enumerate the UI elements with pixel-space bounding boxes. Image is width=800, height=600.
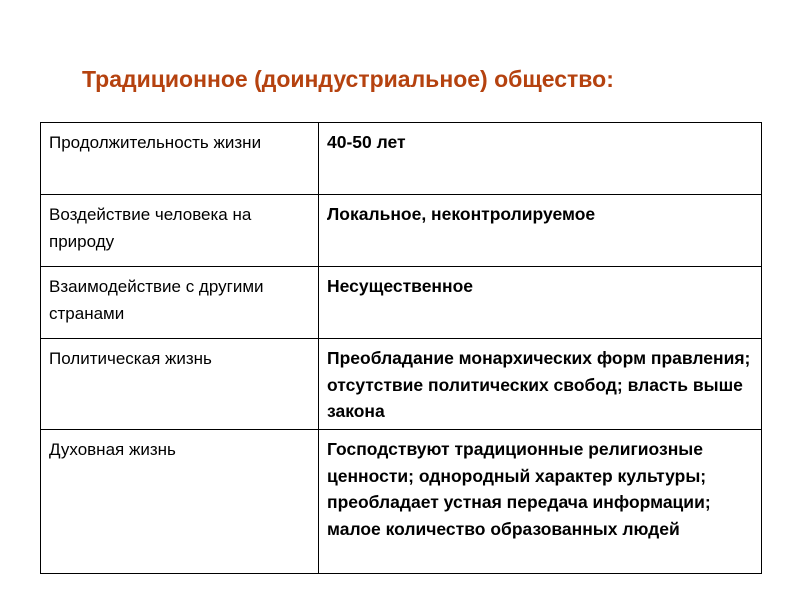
- row-label-life-expectancy: Продолжительность жизни: [41, 123, 319, 195]
- row-label-political-life: Политическая жизнь: [41, 339, 319, 430]
- row-value-life-expectancy: 40-50 лет: [319, 123, 762, 195]
- society-characteristics-table: [40, 122, 762, 574]
- row-value-political-life: Преобладание монархических форм правления; отсутствие политических свобод; власть выше закона: [319, 339, 762, 430]
- slide-title: Традиционное (доиндустриальное) общество:: [82, 66, 614, 92]
- row-value-spiritual-life: Господствуют традиционные религиозные ценности; однородный характер культуры; преобладает устная передача информации; малое количество образованных людей: [319, 430, 762, 574]
- row-label-foreign-interaction: Взаимодействие с другими странами: [41, 267, 319, 339]
- row-label-nature-impact: Воздействие человека на природу: [41, 195, 319, 267]
- row-value-nature-impact: Локальное, неконтролируемое: [319, 195, 762, 267]
- row-label-spiritual-life: Духовная жизнь: [41, 430, 319, 574]
- table-row: [41, 267, 762, 339]
- row-value-foreign-interaction: Несущественное: [319, 267, 762, 339]
- table-row: [41, 339, 762, 430]
- table-row: [41, 195, 762, 267]
- table-row: [41, 123, 762, 195]
- table-row: [41, 430, 762, 574]
